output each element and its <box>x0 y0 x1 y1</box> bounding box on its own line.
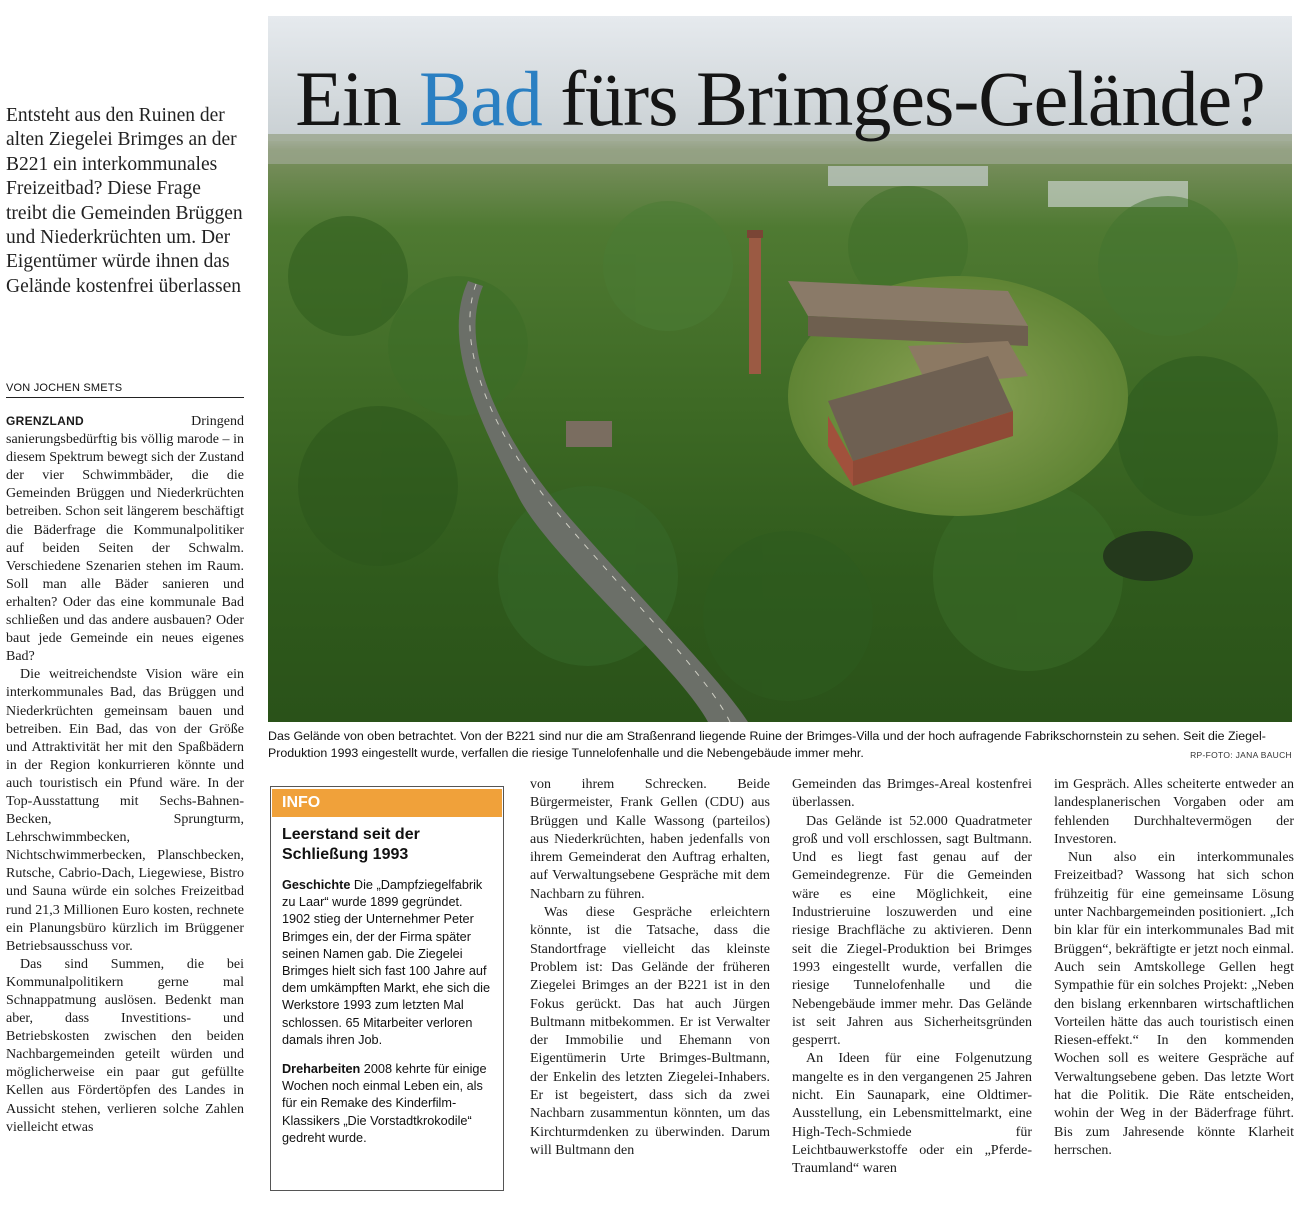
article-column-3 <box>530 776 770 1160</box>
paragraph: Was diese Gespräche erleichtern könnte, ist die Tatsache, dass die Standortfrage vielleicht das kleinste Problem ist: Das Gelände der früheren Ziegelei Brimges an der B221 ist in den Fokus gerückt. Das hat auch Jürgen Bultmann mitbekommen. Er ist Verwalter der Immobilie und Ehemann von Eigentümerin Urte Brimges-Bultmann, der Enkelin des letzten Ziegelei-Inhabers. Er ist begeistert, dass sich da zwei Nachbarn zusammentun könnten, um das Kirchturmdenken zu überwinden. Darum will Bultmann den <box>530 905 770 1158</box>
article-teaser: Entsteht aus den Ruinen der alten Ziegelei Brimges an der B221 ein interkommunales Freizeitbad? Diese Frage treibt die Gemeinden Brüggen und Niederkrüchten um. Der Eigentümer würde ihnen das Gelände kostenfrei überlassen <box>6 105 243 297</box>
dateline: GRENZLAND <box>6 414 85 428</box>
article-column-5 <box>1054 776 1294 1160</box>
article-column-4 <box>792 776 1032 1179</box>
paragraph: GRENZLAND Dringend sanierungsbedürftig bis völlig marode – in diesem Spektrum bewegt sich der Zustand der vier Schwimmbäder, die die Gemeinden Brüggen und Niederkrüchten betreiben. Schon seit längerem beschäftigt die Bäderfrage die Kommunalpolitiker auf beiden Seiten der Schwalm. Verschiedene Szenarien stehen im Raum. Soll man alle Bäder sanieren und erhalten? Oder das eine kommunale Bad schließen und das andere ausbauen? Oder baut jede Gemeinde ein neues eigenes Bad? <box>6 414 244 665</box>
aerial-photo <box>268 16 1292 722</box>
info-section-label: Geschichte <box>282 878 351 892</box>
paragraph: Das Gelände ist 52.000 Quadratmeter groß und voll erschlossen, sagt Bultmann. Und es liegt fast genau auf der Gemeindegrenze. Für die Gemeinden wäre es eine Möglichkeit, eine Industrieruine loszuwerden und eine riesige Brachfläche zu aktivieren. Denn seit die Ziegel-Produktion bei Brimges 1993 eingestellt wurde, verfallen die riesige Tunnelofenhalle und die Nebengebäude immer mehr. Das Gelände ist seit Jahren aus Sicherheitsgründen gesperrt. <box>792 813 1032 1049</box>
paragraph: Die weitreichendste Vision wäre ein interkommunales Bad, das Brüggen und Niederkrüchten gemeinsam bauen und betreiben. Ein Bad, das von der Größe und Attraktivität her mit den Spaßbädern in der Region konkurrieren könnte und auch touristisch ein Pfund wäre. In der Top-Ausstattung mit Sechs-Bahnen-Becken, Sprungturm, Lehrschwimmbecken, Nichtschwimmerbecken, Planschbecken, Rutsche, Cabrio-Dach, Liegewiese, Bistro und Sauna würde ein solches Freizeitbad rund 21,3 Millionen Euro kosten, rechnete ein Planungsbüro kürzlich im Brüggener Betriebsausschuss vor. <box>6 667 244 954</box>
info-section-filming: Dreharbeiten 2008 kehrte für einige Wochen noch einmal Leben ein, als für ein Remake des Kinderfilm-Klassikers „Die Vorstadtkrokodile“ gedreht wurde. <box>282 1062 487 1145</box>
byline: VON JOCHEN SMETS <box>6 382 244 398</box>
headline-accent: Bad <box>419 55 542 142</box>
paragraph: An Ideen für eine Folgenutzung mangelte es in den vergangenen 25 Jahren nicht. Ein Saunapark, eine Oldtimer-Ausstellung, ein Lebensmittelmarkt, eine High-Tech-Schmiede für Leichtbauwerkstoffe oder ein „Pferde-Traumland“ waren <box>792 1051 1032 1177</box>
info-tag: INFO <box>272 789 502 817</box>
info-box <box>270 786 504 1191</box>
paragraph: im Gespräch. Alles scheiterte entweder an landesplanerischen Vorgaben oder am fehlenden Durchhaltevermögen der Investoren. <box>1054 777 1294 847</box>
article-body-left <box>6 412 244 1137</box>
paragraph: Das sind Summen, die bei Kommunalpolitikern gerne mal Schnappatmung auslösen. Bedenkt man aber, dass Investitions- und Betriebskosten zwischen den beiden Nachbargemeinden geteilt würden und möglicherweise ein paar gut gefüllte Kellen aus Fördertöpfen des Landes in Aussicht stehen, verlieren solche Zahlen vielleicht etwas <box>6 956 244 1135</box>
headline: Ein Bad fürs Brimges-Gelände? <box>295 55 1265 142</box>
paragraph: Nun also ein interkommunales Freizeitbad? Wassong hat sich schon frühzeitig für eine gemeinsame Lösung unter Nachbargemeinden positioniert. „Ich bin klar für ein interkommunales Bad mit Brüggen“, bekräftigte er jetzt noch einmal. Auch sein Amtskollege Gellen hegt Sympathie für ein solches Projekt: „Neben den bislang erkennbaren wirtschaftlichen Vorteilen hätte das auch touristisch einen Riesen-effekt.“ In den kommenden Wochen soll es weitere Gespräche auf Verwaltungsebene geben. Das letzte Wort hat die Politik. Die Räte entscheiden, wohin der Weg in der Bäderfrage führt. Bis zum Jahresende könnte Klarheit herrschen. <box>1054 850 1294 1158</box>
info-section-history: Geschichte Die „Dampfziegelfabrik zu Laar“ wurde 1899 gegründet. 1902 stieg der Unternehmer Peter Brimges ein, der der Firma später seinen Namen gab. Die Ziegelei Brimges hielt sich fast 100 Jahre auf dem umkämpften Markt, ehe sich die Werkstore 1993 zum letzten Mal schlossen. 65 Mitarbeiter verloren damals ihren Job. <box>282 878 491 1047</box>
info-body <box>282 877 493 1147</box>
info-title: Leerstand seit der Schließung 1993 <box>282 826 420 863</box>
info-section-label: Dreharbeiten <box>282 1062 361 1077</box>
paragraph: von ihrem Schrecken. Beide Bürgermeister, Frank Gellen (CDU) aus Brüggen und Kalle Wassong (parteilos) aus Niederkrüchten, haben jedenfalls von ihrem Gemeinderat den Auftrag erhalten, auf Verwaltungsebene Gespräche mit dem Nachbarn zu führen. <box>530 777 770 902</box>
photo-credit: RP-FOTO: JANA BAUCH <box>1190 750 1292 760</box>
photo-caption: Das Gelände von oben betrachtet. Von der B221 sind nur die am Straßenrand liegende Ruine der Brimges-Villa und der hoch aufragende Fabrikschornstein zu sehen. Seit die Ziegel-Produktion 1993 eingestellt wurde, verfallen die riesige Tunnelofenhalle und die Nebengebäude immer mehr. <box>268 729 1266 760</box>
paragraph: Gemeinden das Brimges-Areal kostenfrei überlassen. <box>792 777 1032 811</box>
